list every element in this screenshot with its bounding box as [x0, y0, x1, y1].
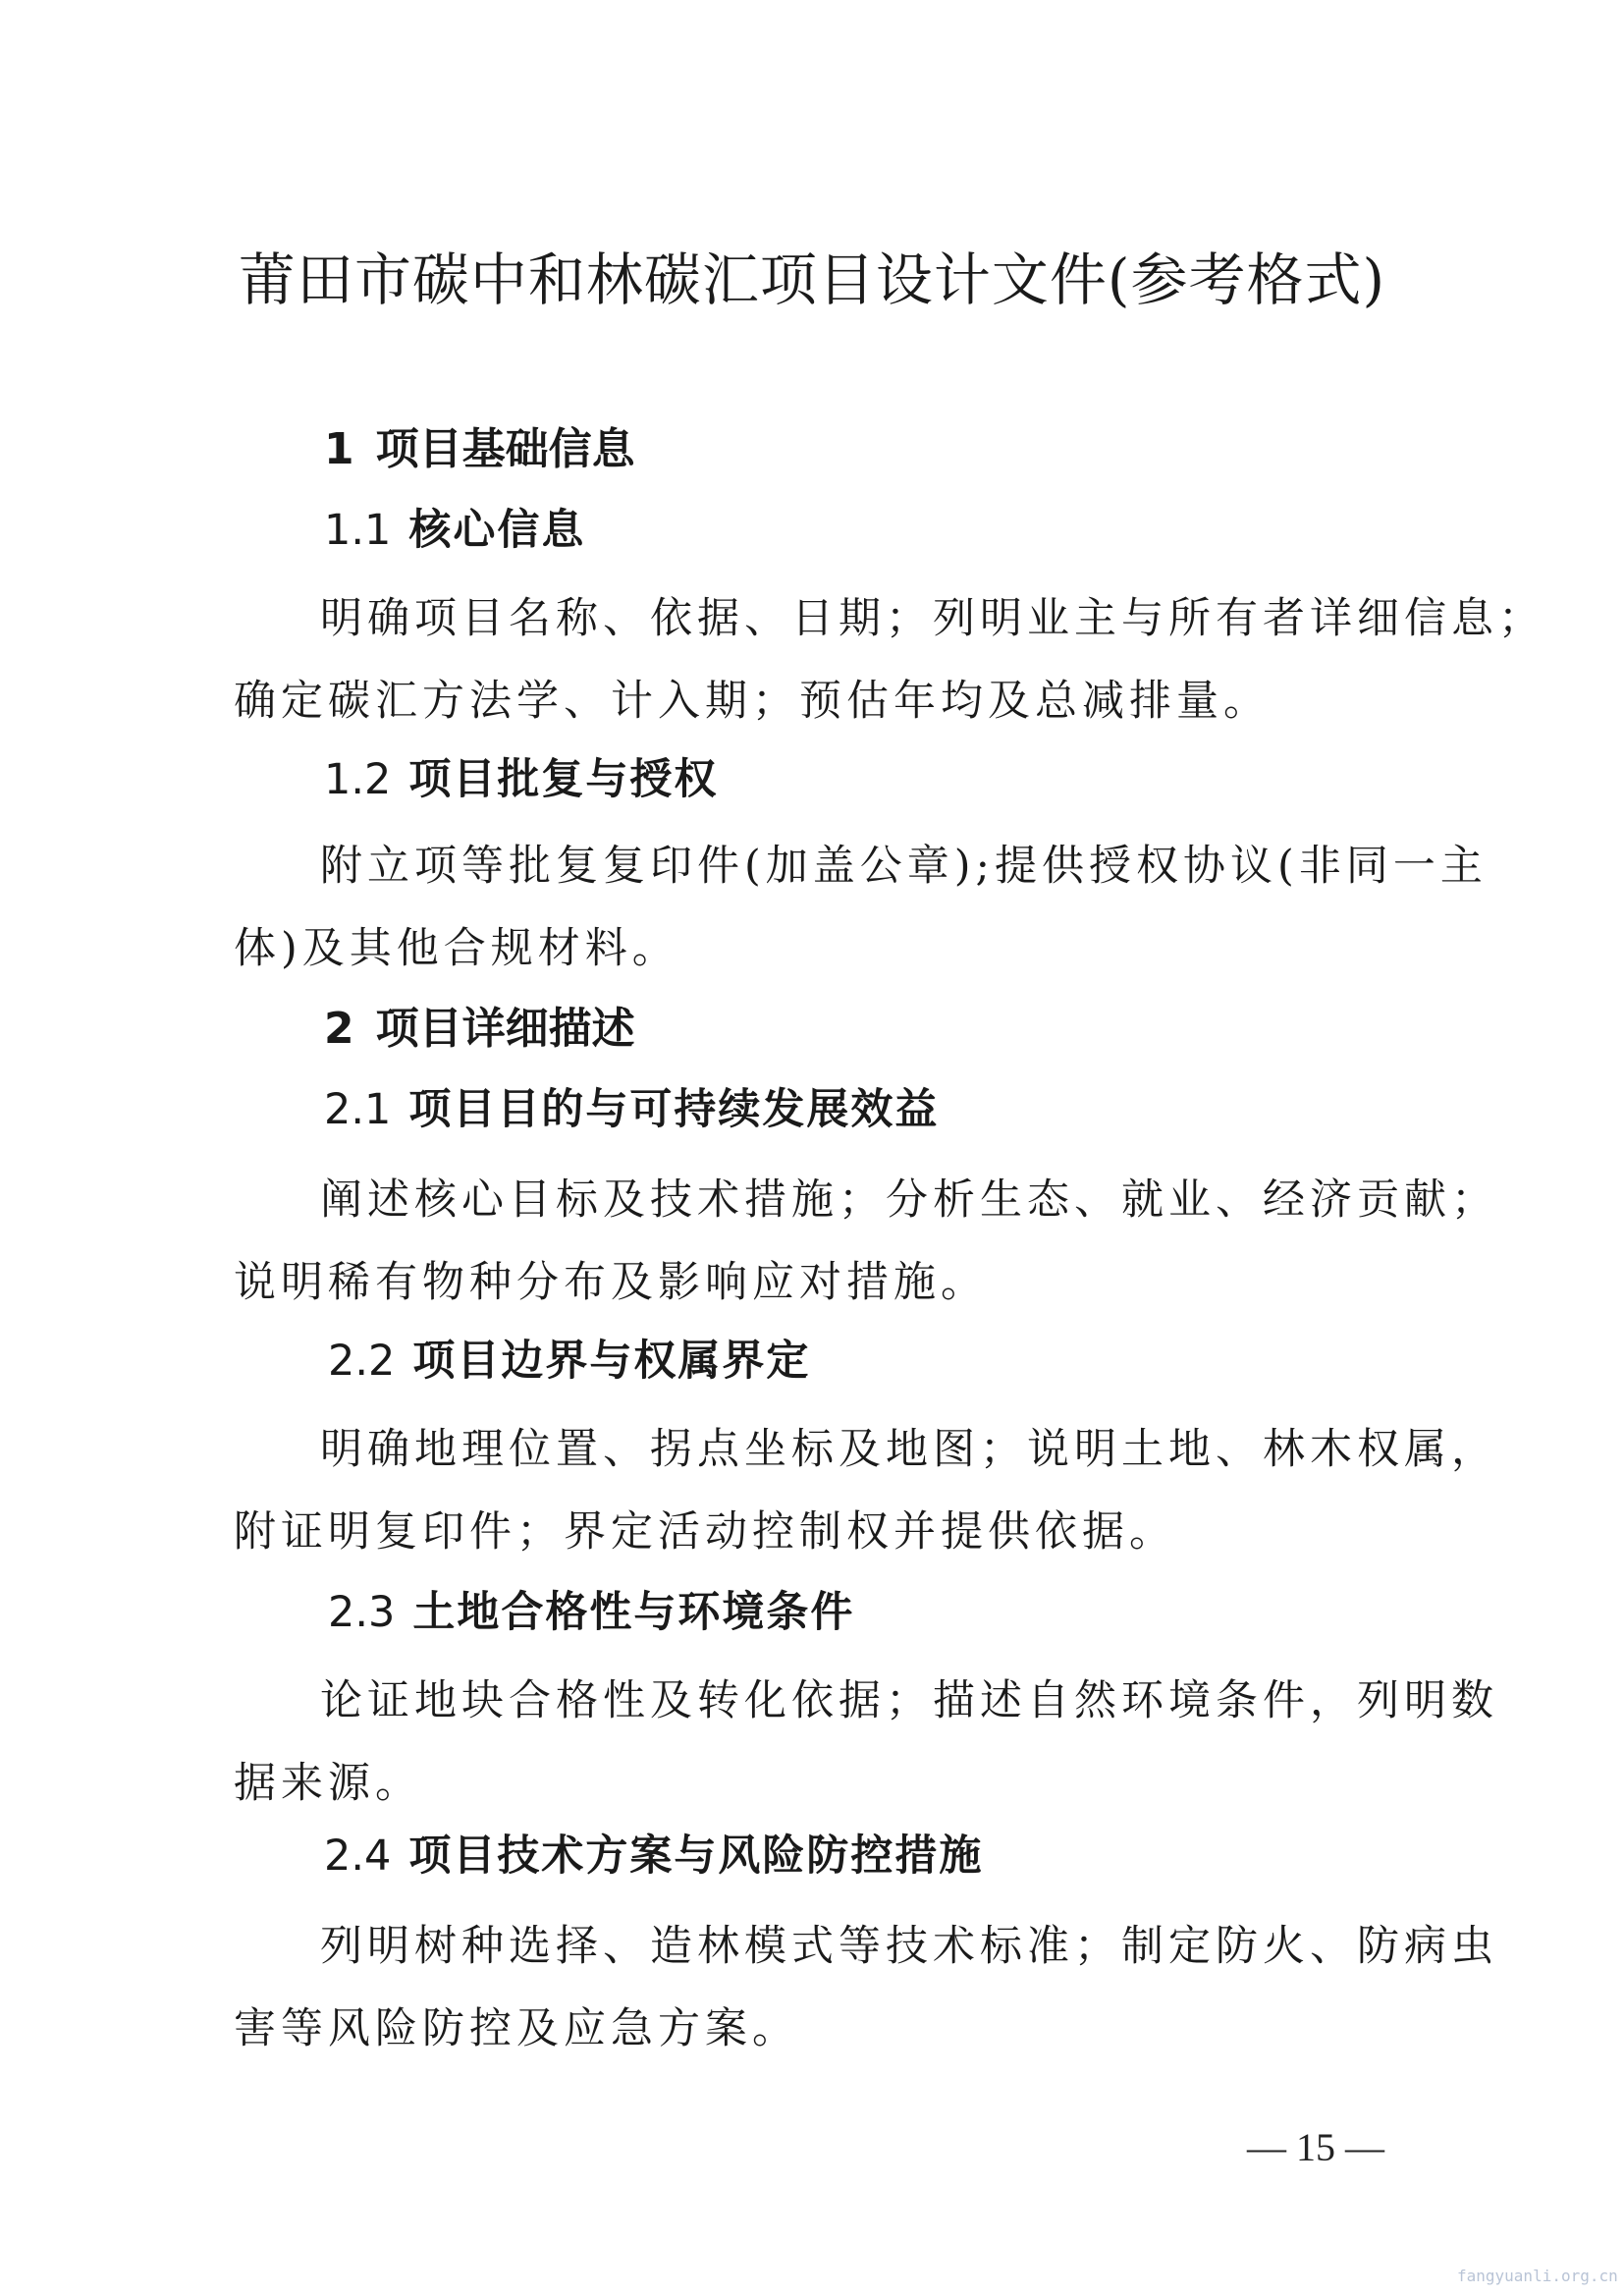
paragraph-line: 明确项目名称、依据、日期；列明业主与所有者详细信息； [320, 594, 1545, 643]
subsection-number: 2.3 [328, 1588, 396, 1637]
subsection-number: 1.2 [324, 755, 392, 804]
section-title: 项目详细描述 [375, 1004, 635, 1054]
subsection-number: 2.1 [324, 1085, 392, 1134]
paragraph-1-2 [234, 825, 1488, 990]
paragraph-line: 论证地块合格性及转化依据；描述自然环境条件，列明数 [320, 1676, 1498, 1725]
document-title: 莆田市碳中和林碳汇项目设计文件(参考格式) [238, 246, 1386, 313]
paragraph-line: 害等风险防控及应急方案。 [234, 2004, 799, 2053]
paragraph-line: 附证明复印件；界定活动控制权并提供依据。 [234, 1507, 1176, 1557]
section-number: 2 [324, 1004, 354, 1054]
paragraph-2-4 [234, 1905, 1498, 2070]
watermark: fangyuanli.org.cn [1457, 2267, 1618, 2285]
paragraph-line: 据来源。 [234, 1759, 422, 1808]
paragraph-line: 明确地理位置、拐点坐标及地图；说明土地、林木权属， [320, 1425, 1498, 1474]
subsection-title: 核心信息 [408, 506, 586, 555]
subsection-number: 2.4 [324, 1831, 392, 1881]
paragraph-1-1 [234, 577, 1545, 742]
paragraph-line: 体)及其他合规材料。 [234, 924, 679, 973]
subsection-title: 项目技术方案与风险防控措施 [408, 1831, 984, 1881]
page-number: — 15 — [1247, 2125, 1384, 2169]
paragraph-2-2 [234, 1408, 1498, 1573]
subsection-heading-1-1 [324, 501, 585, 560]
section-heading-1 [324, 420, 635, 479]
section-number: 1 [324, 424, 354, 474]
subsection-heading-2-3 [328, 1583, 854, 1642]
subsection-title: 项目目的与可持续发展效益 [408, 1085, 940, 1134]
paragraph-line: 阐述核心目标及技术措施；分析生态、就业、经济贡献； [320, 1175, 1498, 1225]
subsection-title: 项目边界与权属界定 [412, 1337, 811, 1386]
subsection-heading-1-2 [324, 750, 718, 809]
subsection-heading-2-2 [328, 1332, 810, 1391]
section-title: 项目基础信息 [375, 424, 635, 474]
subsection-number: 2.2 [328, 1337, 396, 1386]
subsection-title: 土地合格性与环境条件 [412, 1588, 855, 1637]
paragraph-line: 确定碳汇方法学、计入期；预估年均及总减排量。 [234, 677, 1271, 726]
paragraph-2-1 [234, 1159, 1498, 1324]
subsection-title: 项目批复与授权 [408, 755, 719, 804]
paragraph-2-3 [234, 1660, 1498, 1825]
subsection-number: 1.1 [324, 506, 392, 555]
paragraph-line: 列明树种选择、造林模式等技术标准；制定防火、防病虫 [320, 1922, 1498, 1971]
subsection-heading-2-1 [324, 1080, 939, 1139]
paragraph-line: 说明稀有物种分布及影响应对措施。 [234, 1258, 988, 1307]
section-heading-2 [324, 1000, 635, 1059]
subsection-heading-2-4 [324, 1827, 983, 1886]
paragraph-line: 附立项等批复复印件(加盖公章);提供授权协议(非同一主 [320, 842, 1488, 891]
